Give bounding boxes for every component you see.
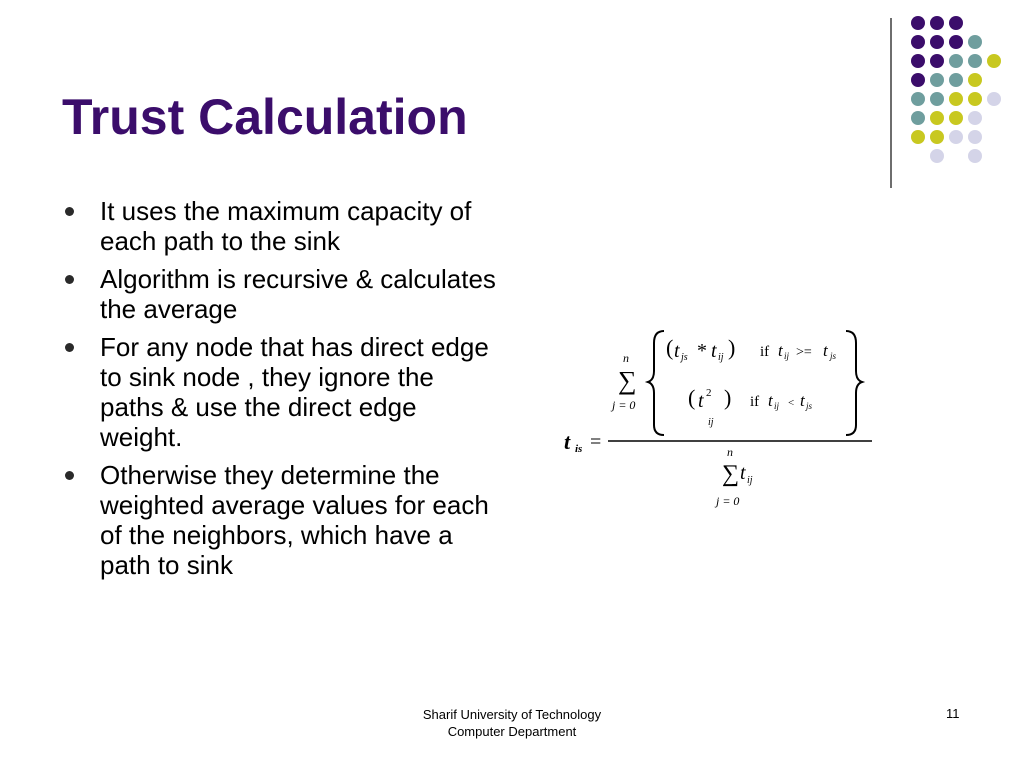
case1-cond-sub2: js — [830, 351, 837, 361]
dot — [930, 92, 944, 106]
bullet-text: Algorithm is recursive & calculates the average — [100, 264, 496, 324]
case1-if: if — [760, 344, 770, 360]
case1-open: ( — [666, 335, 674, 360]
bullet-item — [62, 196, 502, 256]
bullet-dot-icon — [65, 275, 74, 284]
slide-title: Trust Calculation — [62, 89, 468, 145]
bullet-dot-icon — [65, 471, 74, 480]
dot — [968, 73, 982, 87]
bullet-dot-icon — [65, 207, 74, 216]
dot — [987, 92, 1001, 106]
case1-cond-sub1: ij — [784, 351, 790, 361]
case1-t2: t — [711, 340, 717, 362]
dot — [968, 92, 982, 106]
footer — [400, 706, 624, 740]
dot — [949, 35, 963, 49]
sigma-icon: ∑ — [618, 366, 637, 395]
case1-sub2: ij — [718, 352, 724, 363]
dot — [949, 73, 963, 87]
footer-institution: Sharif University of Technology — [422, 707, 602, 722]
case1-cond-t2: t — [823, 341, 828, 360]
dot — [930, 130, 944, 144]
dot — [968, 54, 982, 68]
case2-t: t — [698, 390, 704, 412]
case2-cond-t2: t — [800, 391, 805, 410]
den-sum-upper: n — [727, 445, 733, 459]
case1-cond-t1: t — [778, 341, 783, 360]
dot — [930, 35, 944, 49]
bullet-list — [62, 196, 502, 588]
dot — [930, 54, 944, 68]
dot — [911, 35, 925, 49]
den-sigma-icon: ∑ — [722, 461, 740, 487]
case2-sup: 2 — [706, 387, 712, 399]
dot — [911, 54, 925, 68]
dot — [949, 16, 963, 30]
formula-lhs: t — [564, 429, 571, 454]
bullet-text: Otherwise they determine the weighted average values for each of the neighbors, which have a path to sink — [100, 460, 489, 580]
sum-upper: n — [623, 351, 629, 365]
sum-lower: j = 0 — [612, 398, 636, 412]
dot — [930, 111, 944, 125]
formula-equals: = — [590, 431, 602, 453]
dot — [949, 54, 963, 68]
bullet-item — [62, 460, 502, 580]
dot — [930, 73, 944, 87]
bullet-dot-icon — [65, 343, 74, 352]
case1-close: ) — [728, 335, 736, 360]
slide-number: 11 — [946, 706, 960, 721]
bullet-text: For any node that has direct edge to sink node , they ignore the paths & use the direct edge weight. — [100, 332, 489, 452]
dot — [968, 111, 982, 125]
dot — [911, 92, 925, 106]
case2-cond-sub2: js — [806, 401, 813, 411]
formula-lhs-sub: is — [575, 443, 583, 455]
bullet-text: It uses the maximum capacity of each path to the sink — [100, 196, 472, 256]
dot — [968, 149, 982, 163]
dot — [949, 111, 963, 125]
decorative-divider — [890, 18, 892, 188]
den-sub: ij — [747, 475, 753, 486]
dot — [968, 35, 982, 49]
case2-cond-sub1: ij — [774, 401, 780, 411]
dot — [911, 16, 925, 30]
left-brace-icon — [648, 331, 664, 435]
right-brace-icon — [846, 331, 862, 435]
bullet-item — [62, 264, 502, 324]
den-sum-lower: j = 0 — [716, 494, 740, 508]
dot — [968, 130, 982, 144]
dot — [911, 130, 925, 144]
dot — [911, 73, 925, 87]
dot — [949, 130, 963, 144]
dot — [911, 111, 925, 125]
case2-sub: ij — [708, 417, 714, 428]
case2-if: if — [750, 394, 760, 410]
case1-mult: * — [697, 340, 707, 362]
case2-cond-op: < — [788, 397, 795, 409]
case2-close: ) — [724, 385, 732, 410]
case1-sub1: js — [681, 352, 688, 363]
dot — [987, 54, 1001, 68]
case2-cond-t1: t — [768, 391, 773, 410]
dot — [930, 149, 944, 163]
den-t: t — [740, 462, 746, 484]
trust-formula — [560, 325, 880, 515]
dot — [949, 92, 963, 106]
case1-cond-op: >= — [796, 345, 812, 360]
bullet-item — [62, 332, 502, 452]
case1-t1: t — [674, 340, 680, 362]
dot — [930, 16, 944, 30]
case2-open: ( — [688, 385, 696, 410]
footer-department: Computer Department — [447, 724, 577, 739]
